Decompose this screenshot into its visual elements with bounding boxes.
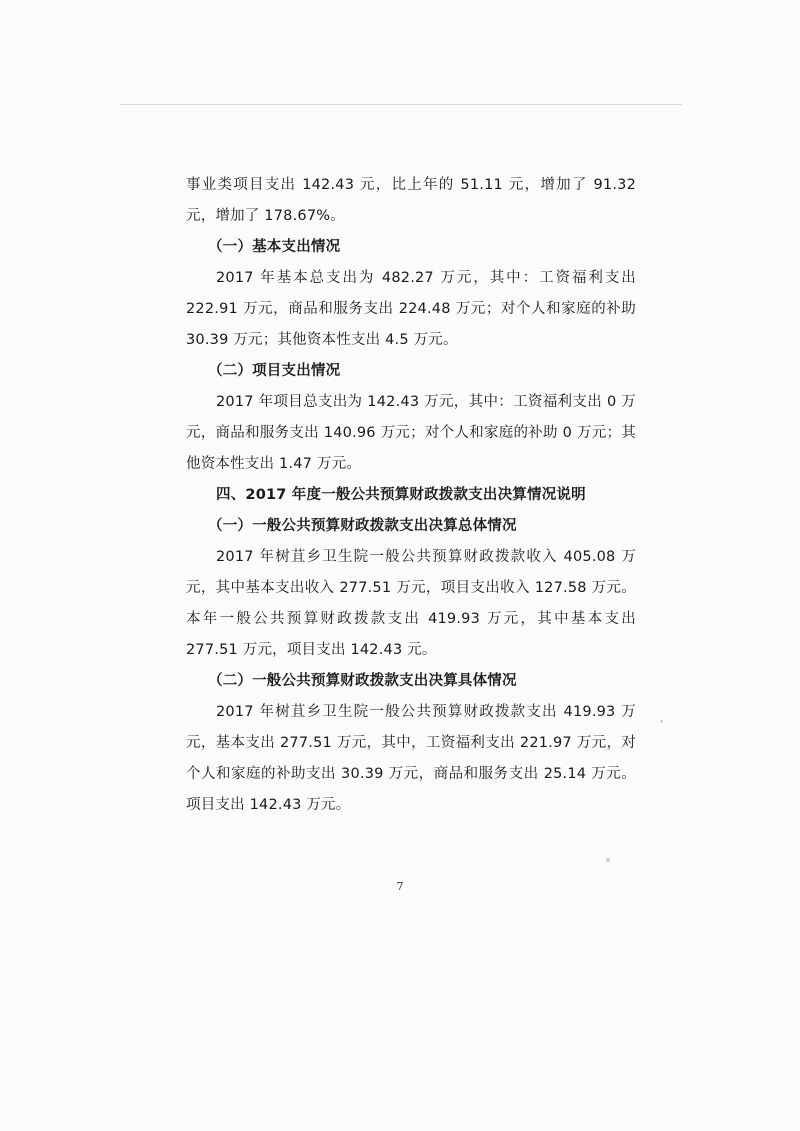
heading-specific-situation: （二）一般公共预算财政拨款支出决算具体情况 <box>208 673 517 689</box>
header-rule <box>120 104 682 105</box>
heading-overall-situation: （一）一般公共预算财政拨款支出决算总体情况 <box>208 518 517 534</box>
scan-speck <box>660 720 663 723</box>
paragraph-overall-situation: 2017 年树苴乡卫生院一般公共预算财政拨款收入 405.08 万元，其中基本支出收入 277.51 万元，项目支出收入 127.58 万元。本年一般公共预算财政拨款支出 419.93 万元，其中基本支出 277.51 万元，项目支出 142.43 元。 <box>186 549 636 658</box>
paragraph-project-expense-summary: 事业类项目支出 142.43 元，比上年的 51.11 元，增加了 91.32 元，增加了 178.67%。 <box>186 177 636 224</box>
paragraph-project-expense: 2017 年项目总支出为 142.43 万元，其中：工资福利支出 0 万元，商品和服务支出 140.96 万元；对个人和家庭的补助 0 万元；其他资本性支出 1.47 万元。 <box>186 394 636 472</box>
heading-basic-expense: （一）基本支出情况 <box>208 239 341 255</box>
paragraph-specific-situation: 2017 年树苴乡卫生院一般公共预算财政拨款支出 419.93 万元，基本支出 277.51 万元，其中，工资福利支出 221.97 万元，对个人和家庭的补助支出 30.39 万元，商品和服务支出 25.14 万元。项目支出 142.43 万元。 <box>186 704 636 813</box>
scan-speck <box>606 858 610 862</box>
paragraph-basic-expense: 2017 年基本总支出为 482.27 万元，其中：工资福利支出 222.91 万元，商品和服务支出 224.48 万元；对个人和家庭的补助 30.39 万元；其他资本性支出 4.5 万元。 <box>186 270 636 348</box>
heading-project-expense: （二）项目支出情况 <box>208 363 341 379</box>
page-number: 7 <box>396 880 404 893</box>
heading-section-four: 四、2017 年度一般公共预算财政拨款支出决算情况说明 <box>216 487 586 503</box>
document-body <box>186 170 636 821</box>
